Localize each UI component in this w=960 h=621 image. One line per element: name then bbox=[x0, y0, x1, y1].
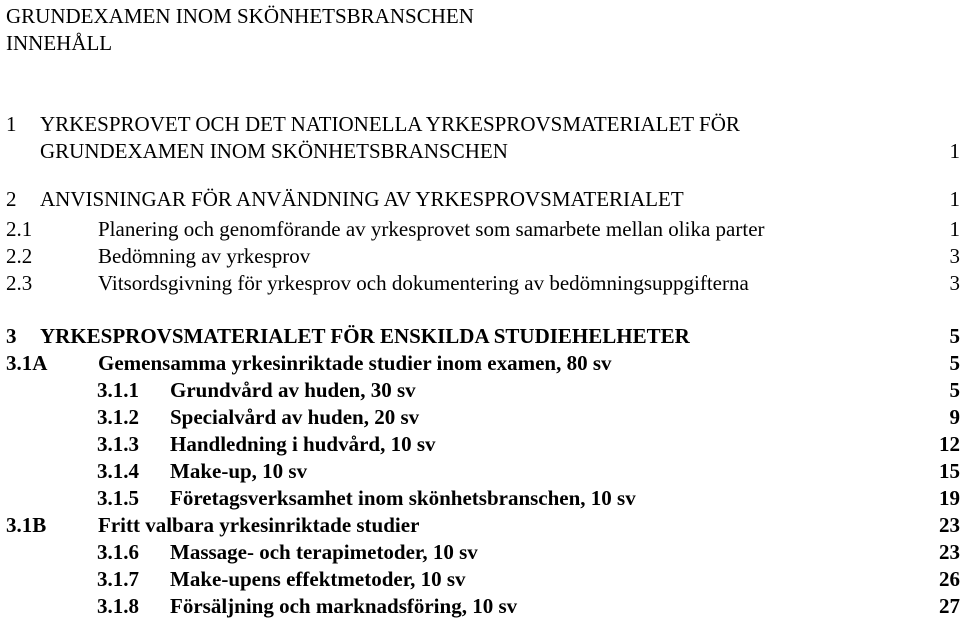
toc-entry-1[interactable] bbox=[0, 112, 960, 166]
toc-entry-title: Gemensamma yrkesinriktade studier inom examen, 80 sv bbox=[98, 351, 612, 375]
toc-entry-page: 5 bbox=[949, 324, 960, 348]
toc-entry-page: 5 bbox=[949, 351, 960, 375]
toc-entry-title: Grundvård av huden, 30 sv bbox=[170, 378, 416, 402]
toc-entry-number: 2 bbox=[6, 187, 17, 211]
toc-entry-number: 3 bbox=[6, 324, 17, 348]
toc-entry-number: 1 bbox=[6, 112, 17, 136]
toc-entry-title: YRKESPROVSMATERIALET FÖR ENSKILDA STUDIEHELHETER bbox=[40, 324, 690, 348]
contents-heading: INNEHÅLL bbox=[6, 31, 113, 55]
toc-entry-number: 3.1A bbox=[6, 351, 48, 375]
toc-entry-number: 2.3 bbox=[6, 271, 33, 295]
toc-entry-number: 2.2 bbox=[6, 244, 33, 268]
toc-entry-page: 3 bbox=[949, 244, 960, 268]
toc-entry-page: 23 bbox=[939, 513, 960, 537]
toc-entry-number: 3.1.7 bbox=[97, 567, 139, 591]
toc-entry-number: 3.1.2 bbox=[97, 405, 139, 429]
toc-entry-number: 3.1.1 bbox=[97, 378, 139, 402]
toc-entry-number: 3.1.5 bbox=[97, 486, 139, 510]
toc-entry-page: 15 bbox=[939, 459, 960, 483]
toc-entry-page: 23 bbox=[939, 540, 960, 564]
toc-entry-number: 2.1 bbox=[6, 217, 33, 241]
toc-entry-number: 3.1B bbox=[6, 513, 47, 537]
toc-entry-number: 3.1.8 bbox=[97, 594, 139, 618]
toc-entry-title: Vitsordsgivning för yrkesprov och dokumentering av bedömningsuppgifterna bbox=[98, 271, 749, 295]
toc-entry-title: Massage- och terapimetoder, 10 sv bbox=[170, 540, 478, 564]
toc-entry-title: ANVISNINGAR FÖR ANVÄNDNING AV YRKESPROVSMATERIALET bbox=[40, 187, 684, 211]
toc-entry-page: 1 bbox=[949, 139, 960, 163]
toc-entry-page: 19 bbox=[939, 486, 960, 510]
toc-entry-title: Handledning i hudvård, 10 sv bbox=[170, 432, 436, 456]
toc-entry-page: 9 bbox=[949, 405, 960, 429]
toc-entry-number: 3.1.6 bbox=[97, 540, 139, 564]
toc-entry-title: YRKESPROVET OCH DET NATIONELLA YRKESPROVSMATERIALET FÖR bbox=[40, 112, 740, 136]
toc-entry-page: 1 bbox=[949, 187, 960, 211]
toc-entry-title: Make-up, 10 sv bbox=[170, 459, 308, 483]
toc-entry-title: Fritt valbara yrkesinriktade studier bbox=[98, 513, 420, 537]
toc-entry-title: Företagsverksamhet inom skönhetsbranschen, 10 sv bbox=[170, 486, 636, 510]
toc-entry-title: Bedömning av yrkesprov bbox=[98, 244, 311, 268]
toc-entry-title: Försäljning och marknadsföring, 10 sv bbox=[170, 594, 518, 618]
toc-entry-number: 3.1.4 bbox=[97, 459, 139, 483]
toc-entry-title-continued: GRUNDEXAMEN INOM SKÖNHETSBRANSCHEN bbox=[40, 139, 508, 163]
toc-entry-page: 26 bbox=[939, 567, 960, 591]
toc-entry-page: 3 bbox=[949, 271, 960, 295]
toc-entry-number: 3.1.3 bbox=[97, 432, 139, 456]
toc-entry-page: 27 bbox=[939, 594, 960, 618]
document-header-title: GRUNDEXAMEN INOM SKÖNHETSBRANSCHEN bbox=[6, 4, 474, 28]
toc-entry-title: Specialvård av huden, 20 sv bbox=[170, 405, 420, 429]
toc-entry-title: Planering och genomförande av yrkesprovet som samarbete mellan olika parter bbox=[98, 217, 765, 241]
toc-entry-title: Make-upens effektmetoder, 10 sv bbox=[170, 567, 466, 591]
toc-entry-page: 5 bbox=[949, 378, 960, 402]
toc-entry-page: 12 bbox=[939, 432, 960, 456]
toc-entry-page: 1 bbox=[949, 217, 960, 241]
